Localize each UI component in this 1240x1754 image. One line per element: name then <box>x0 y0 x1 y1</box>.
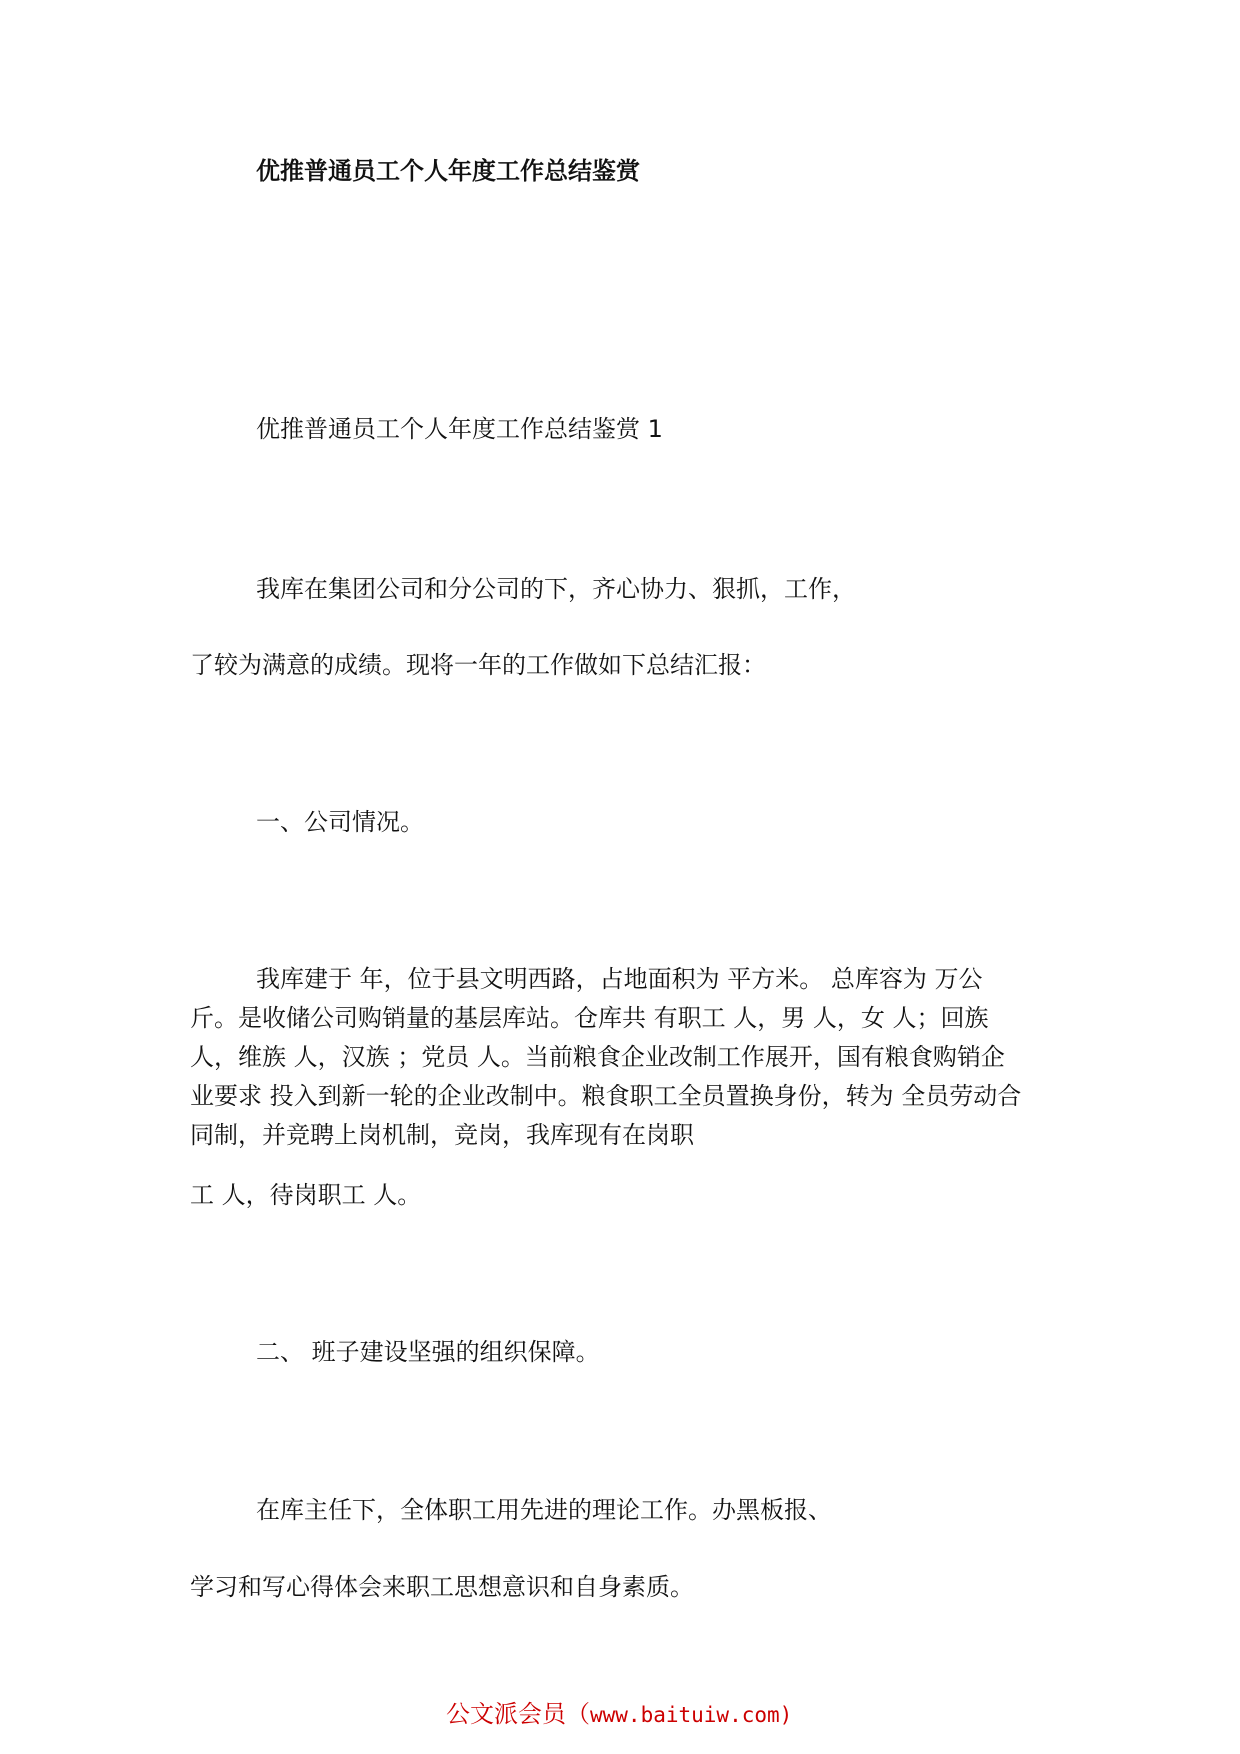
document-subtitle: 优推普通员工个人年度工作总结鉴赏 1 <box>256 415 663 443</box>
section1-line-2: 斤。是收储公司购销量的基层库站。仓库共 有职工 人，男 人，女 人；回族 <box>190 1004 989 1032</box>
intro-line-2: 了较为满意的成绩。现将一年的工作做如下总结汇报： <box>190 651 766 679</box>
document-title: 优推普通员工个人年度工作总结鉴赏 <box>256 157 640 185</box>
section1-line-1: 我库建于 年，位于县文明西路，占地面积为 平方米。 总库容为 万公 <box>256 965 983 993</box>
section1-line-4: 业要求 投入到新一轮的企业改制中。粮食职工全员置换身份，转为 全员劳动合 <box>190 1082 1022 1110</box>
section2-line-2: 学习和写心得体会来职工思想意识和自身素质。 <box>190 1573 694 1601</box>
footer-url[interactable]: www.baituiw.com) <box>590 1703 793 1727</box>
footer-watermark <box>446 1700 792 1729</box>
section2-line-1: 在库主任下，全体职工用先进的理论工作。办黑板报、 <box>256 1496 832 1524</box>
section2-heading: 二、 班子建设坚强的组织保障。 <box>256 1338 600 1366</box>
footer-label: 公文派会员（ <box>446 1700 590 1728</box>
section1-line-5: 同制，并竞聘上岗机制，竞岗，我库现有在岗职 <box>190 1121 694 1149</box>
intro-line-1: 我库在集团公司和分公司的下，齐心协力、狠抓，工作， <box>256 575 856 603</box>
section1-heading: 一、公司情况。 <box>256 808 424 836</box>
section1-line-6: 工 人，待岗职工 人。 <box>190 1181 422 1209</box>
section1-line-3: 人，维族 人，汉族 ；党员 人。当前粮食企业改制工作展开，国有粮食购销企 <box>190 1043 1005 1071</box>
